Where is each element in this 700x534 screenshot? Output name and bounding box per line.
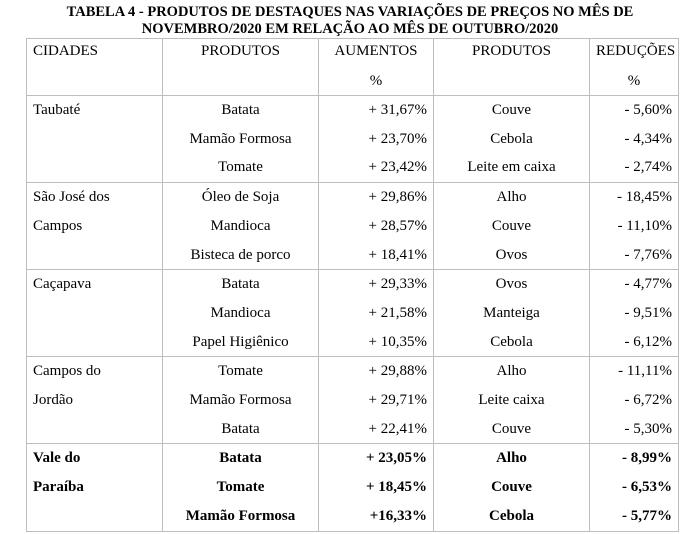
decrease-value-cell: - 18,45% — [590, 183, 679, 212]
increase-value-cell: + 10,35% — [319, 328, 434, 357]
table-row — [27, 96, 679, 125]
header-produtos-aumento: PRODUTOS — [163, 39, 319, 68]
table-row — [27, 212, 679, 241]
header-unit-row — [27, 67, 679, 96]
product-increase-cell: Tomate — [163, 473, 319, 502]
increase-value-cell: + 29,71% — [319, 386, 434, 415]
city-cell — [27, 125, 163, 154]
product-decrease-cell: Leite em caixa — [434, 153, 590, 182]
table-row — [27, 183, 679, 212]
product-decrease-cell: Ovos — [434, 270, 590, 299]
table-row-total — [27, 502, 679, 531]
product-increase-cell: Mamão Formosa — [163, 125, 319, 154]
city-cell — [27, 153, 163, 182]
product-increase-cell: Batata — [163, 270, 319, 299]
table-row-total — [27, 444, 679, 473]
header-cidades: CIDADES — [27, 39, 163, 68]
product-decrease-cell: Leite caixa — [434, 386, 590, 415]
product-increase-cell: Bisteca de porco — [163, 241, 319, 270]
decrease-value-cell: - 9,51% — [590, 299, 679, 328]
decrease-value-cell: - 5,77% — [590, 502, 679, 531]
city-cell — [27, 415, 163, 444]
product-decrease-cell: Alho — [434, 183, 590, 212]
product-increase-cell: Batata — [163, 96, 319, 125]
increase-value-cell: +16,33% — [319, 502, 434, 531]
decrease-value-cell: - 8,99% — [590, 444, 679, 473]
decrease-value-cell: - 11,10% — [590, 212, 679, 241]
product-increase-cell: Tomate — [163, 153, 319, 182]
table-title-line-2: NOVEMBRO/2020 EM RELAÇÃO AO MÊS DE OUTUBRO/2020 — [141, 21, 559, 37]
header-produtos-reducao: PRODUTOS — [434, 39, 590, 68]
table-row — [27, 153, 679, 182]
table-row-total — [27, 473, 679, 502]
decrease-value-cell: - 4,77% — [590, 270, 679, 299]
increase-value-cell: + 23,05% — [319, 444, 434, 473]
decrease-value-cell: - 5,30% — [590, 415, 679, 444]
table-row — [27, 270, 679, 299]
decrease-value-cell: - 2,74% — [590, 153, 679, 182]
city-cell: Campos — [27, 212, 163, 241]
product-decrease-cell: Ovos — [434, 241, 590, 270]
city-cell: Vale do — [27, 444, 163, 473]
table-row — [27, 328, 679, 357]
product-increase-cell: Óleo de Soja — [163, 183, 319, 212]
table-row — [27, 386, 679, 415]
product-increase-cell: Mamão Formosa — [163, 386, 319, 415]
product-decrease-cell: Couve — [434, 473, 590, 502]
increase-value-cell: + 31,67% — [319, 96, 434, 125]
increase-value-cell: + 18,41% — [319, 241, 434, 270]
header-empty-cell — [27, 67, 163, 96]
table-row — [27, 125, 679, 154]
increase-value-cell: + 29,88% — [319, 357, 434, 386]
table-row — [27, 241, 679, 270]
product-increase-cell: Mandioca — [163, 299, 319, 328]
city-cell: Jordão — [27, 386, 163, 415]
table-row — [27, 299, 679, 328]
product-decrease-cell: Couve — [434, 212, 590, 241]
product-decrease-cell: Cebola — [434, 125, 590, 154]
price-variation-table — [26, 38, 679, 532]
city-cell — [27, 299, 163, 328]
product-increase-cell: Batata — [163, 444, 319, 473]
product-decrease-cell: Cebola — [434, 502, 590, 531]
city-cell: Caçapava — [27, 270, 163, 299]
decrease-value-cell: - 6,72% — [590, 386, 679, 415]
header-aumentos-unit: % — [319, 67, 434, 96]
header-empty-cell — [434, 67, 590, 96]
header-aumentos: AUMENTOS — [319, 39, 434, 68]
increase-value-cell: + 29,86% — [319, 183, 434, 212]
increase-value-cell: + 21,58% — [319, 299, 434, 328]
decrease-value-cell: - 7,76% — [590, 241, 679, 270]
increase-value-cell: + 29,33% — [319, 270, 434, 299]
product-increase-cell: Mandioca — [163, 212, 319, 241]
product-decrease-cell: Couve — [434, 415, 590, 444]
decrease-value-cell: - 6,53% — [590, 473, 679, 502]
product-decrease-cell: Couve — [434, 96, 590, 125]
table-title-line-1: TABELA 4 - PRODUTOS DE DESTAQUES NAS VARIAÇÕES DE PREÇOS NO MÊS DE — [66, 4, 634, 20]
table-row — [27, 415, 679, 444]
product-increase-cell: Papel Higiênico — [163, 328, 319, 357]
city-cell: Campos do — [27, 357, 163, 386]
decrease-value-cell: - 11,11% — [590, 357, 679, 386]
city-cell: Paraíba — [27, 473, 163, 502]
city-cell — [27, 502, 163, 531]
header-reducoes-unit: % — [590, 67, 679, 96]
product-increase-cell: Batata — [163, 415, 319, 444]
header-reducoes: REDUÇÕES — [590, 39, 679, 68]
increase-value-cell: + 18,45% — [319, 473, 434, 502]
increase-value-cell: + 28,57% — [319, 212, 434, 241]
header-row — [27, 39, 679, 68]
increase-value-cell: + 23,70% — [319, 125, 434, 154]
decrease-value-cell: - 5,60% — [590, 96, 679, 125]
product-decrease-cell: Alho — [434, 357, 590, 386]
city-cell — [27, 241, 163, 270]
header-empty-cell — [163, 67, 319, 96]
product-decrease-cell: Manteiga — [434, 299, 590, 328]
increase-value-cell: + 23,42% — [319, 153, 434, 182]
decrease-value-cell: - 4,34% — [590, 125, 679, 154]
product-decrease-cell: Alho — [434, 444, 590, 473]
city-cell — [27, 328, 163, 357]
product-decrease-cell: Cebola — [434, 328, 590, 357]
city-cell: Taubaté — [27, 96, 163, 125]
decrease-value-cell: - 6,12% — [590, 328, 679, 357]
product-increase-cell: Mamão Formosa — [163, 502, 319, 531]
table-row — [27, 357, 679, 386]
table-title — [0, 4, 700, 38]
city-cell: São José dos — [27, 183, 163, 212]
product-increase-cell: Tomate — [163, 357, 319, 386]
increase-value-cell: + 22,41% — [319, 415, 434, 444]
